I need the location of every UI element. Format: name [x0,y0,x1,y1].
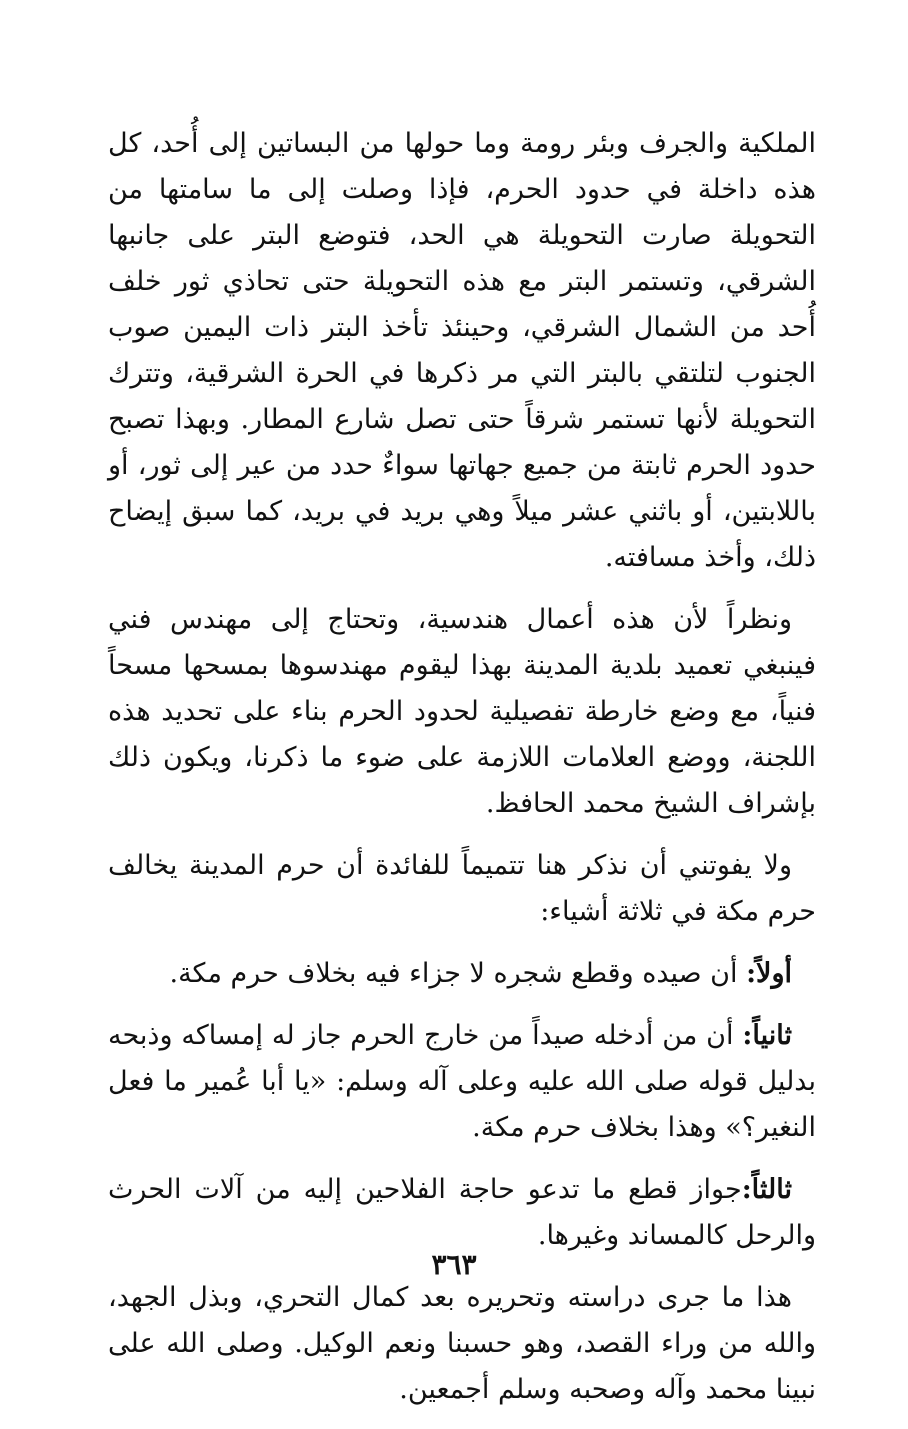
point-second-text: أن من أدخله صيداً من خارج الحرم جاز له إمساكه وذبحه بدليل قوله صلى الله عليه وعلى آله وسلم: «يا أبا عُمير ما فعل النغير؟» وهذا بخلاف حرم مكة. [108,1020,816,1143]
point-second-lead: ثانياً: [742,1020,792,1051]
point-first-lead: أولاً: [746,958,792,989]
point-third [108,1167,816,1259]
point-first-text: أن صيده وقطع شجره لا جزاء فيه بخلاف حرم مكة. [169,958,747,989]
paragraph-closing: هذا ما جرى دراسته وتحريره بعد كمال التحري، وبذل الجهد، والله من وراء القصد، وهو حسبنا ونعم الوكيل. وصلى الله على نبينا محمد وآله وصحبه وسلم أجمعين. [108,1282,816,1405]
point-second [108,1013,816,1151]
page-number: ٣٦٣ [431,1248,477,1281]
page-body [108,121,816,1429]
paragraph-survey: ونظراً لأن هذه أعمال هندسية، وتحتاج إلى مهندس فني فينبغي تعميد بلدية المدينة بهذا ليقوم مهندسوها بمسحها مسحاً فنياً، مع وضع خارطة تفصيلية لحدود الحرم بناء على تحديد هذه اللجنة، ووضع العلامات اللازمة على ضوء ما ذكرنا، ويكون ذلك بإشراف الشيخ محمد الحافظ. [108,604,816,819]
point-third-text: جواز قطع ما تدعو حاجة الفلاحين إليه من آلات الحرث والرحل كالمساند وغيرها. [108,1174,816,1251]
paragraph-boundaries: الملكية والجرف وبئر رومة وما حولها من البساتين إلى أُحد، كل هذه داخلة في حدود الحرم، فإذا وصلت إلى ما سامتها من التحويلة صارت التحويلة هي الحد، فتوضع البتر على جانبها الشرقي، وتستمر البتر مع هذه التحويلة حتى تحاذي ثور خلف أُحد من الشمال الشرقي، وحينئذ تأخذ البتر ذات اليمين صوب الجنوب لتلتقي بالبتر التي مر ذكرها في الحرة الشرقية، وتترك التحويلة لأنها تستمر شرقاً حتى تصل شارع المطار. وبهذا تصبح حدود الحرم ثابتة من جميع جهاتها سواءٌ حدد من عير إلى ثور، أو باللابتين، أو باثني عشر ميلاً وهي بريد في بريد، كما سبق إيضاح ذلك، وأخذ مسافته. [108,128,816,573]
point-first [108,951,816,997]
point-third-lead: ثالثاً: [741,1174,792,1205]
paragraph-differences-intro: ولا يفوتني أن نذكر هنا تتميماً للفائدة أن حرم المدينة يخالف حرم مكة في ثلاثة أشياء: [108,850,816,927]
